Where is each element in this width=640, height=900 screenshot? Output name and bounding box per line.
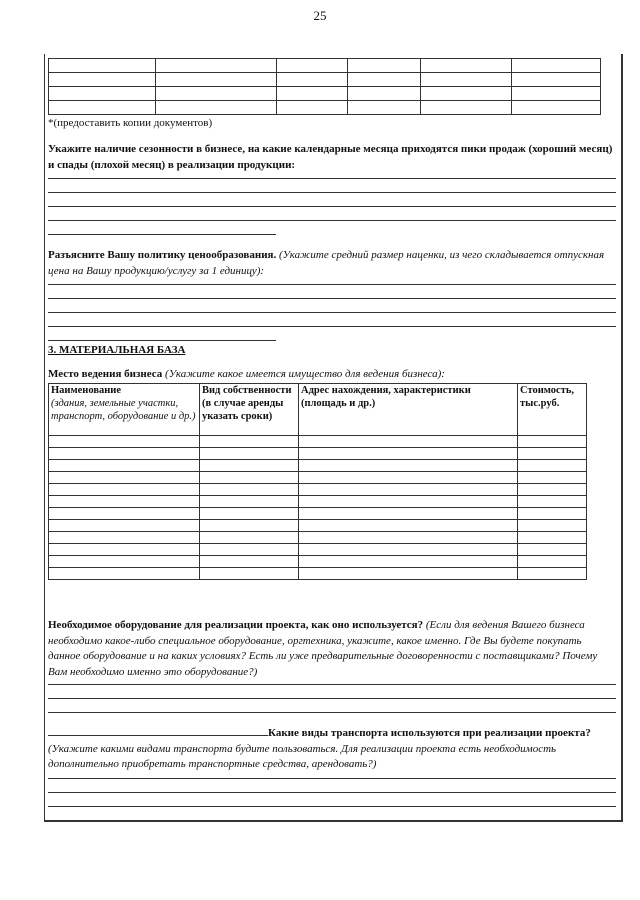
- answer-line[interactable]: [48, 684, 616, 685]
- table-row: [49, 448, 587, 460]
- table-cell[interactable]: [49, 73, 156, 87]
- answer-line[interactable]: [48, 778, 616, 779]
- location-question: [48, 367, 616, 383]
- table-cell[interactable]: [49, 460, 200, 472]
- answer-line[interactable]: [48, 712, 616, 713]
- table-cell[interactable]: [49, 544, 200, 556]
- table-cell[interactable]: [200, 520, 299, 532]
- table-cell[interactable]: [200, 448, 299, 460]
- table-cell[interactable]: [518, 484, 587, 496]
- answer-line[interactable]: [48, 806, 616, 807]
- transport-question: [48, 724, 616, 773]
- table-cell[interactable]: [277, 87, 348, 101]
- table-cell[interactable]: [200, 568, 299, 580]
- answer-line[interactable]: [48, 340, 276, 341]
- col-name-hint: (здания, земельные участки, транспорт, оборудование и др.): [51, 398, 196, 422]
- table-cell[interactable]: [49, 520, 200, 532]
- table-cell[interactable]: [277, 101, 348, 115]
- table-cell[interactable]: [299, 508, 518, 520]
- answer-line[interactable]: [48, 284, 616, 285]
- answer-line[interactable]: [48, 298, 616, 299]
- table-cell[interactable]: [299, 448, 518, 460]
- table-cell[interactable]: [200, 544, 299, 556]
- table-cell[interactable]: [299, 496, 518, 508]
- table-cell[interactable]: [518, 556, 587, 568]
- table-cell[interactable]: [49, 101, 156, 115]
- table-cell[interactable]: [348, 59, 421, 73]
- property-table: [48, 383, 587, 580]
- table-cell[interactable]: [518, 532, 587, 544]
- table-cell[interactable]: [299, 556, 518, 568]
- equipment-question-italic: (Если для ведения Вашего бизнеса необходимо какое-либо специальное оборудование, оргтехника, укажите, какое именно. Где Вы будете покупать данное оборудование и на каких условиях? Есть ли уже предварительные договоренности с поставщиками? Почему Вам необходимо именно это оборудование?): [48, 619, 598, 678]
- equipment-question: [48, 618, 616, 680]
- table-cell[interactable]: [200, 532, 299, 544]
- table-cell[interactable]: [156, 73, 277, 87]
- table-cell[interactable]: [200, 472, 299, 484]
- table-cell[interactable]: [299, 436, 518, 448]
- table-cell[interactable]: [49, 484, 200, 496]
- table-cell[interactable]: [518, 544, 587, 556]
- table-cell[interactable]: [421, 87, 512, 101]
- table-cell[interactable]: [299, 472, 518, 484]
- table-header-row: [49, 384, 587, 436]
- table-cell[interactable]: [299, 532, 518, 544]
- table-row: [49, 508, 587, 520]
- table-cell[interactable]: [49, 496, 200, 508]
- table-cell[interactable]: [200, 496, 299, 508]
- table-cell[interactable]: [421, 59, 512, 73]
- table-cell[interactable]: [49, 436, 200, 448]
- table-cell[interactable]: [49, 568, 200, 580]
- answer-line[interactable]: [48, 192, 616, 193]
- table-cell[interactable]: [200, 508, 299, 520]
- table-cell[interactable]: [421, 101, 512, 115]
- table-cell[interactable]: [200, 436, 299, 448]
- table-row: [49, 484, 587, 496]
- table-cell[interactable]: [518, 460, 587, 472]
- seasonality-question: Укажите наличие сезонности в бизнесе, на какие календарные месяца приходятся пики продаж (хороший месяц) и спады (плохой месяц) в реализации продукции:: [48, 143, 613, 171]
- table-cell[interactable]: [518, 448, 587, 460]
- transport-question-italic: (Укажите какими видами транспорта будите пользоваться. Для реализации проекта есть необходимость дополнительно приобретать транспортные средства, арендовать?): [48, 742, 557, 770]
- table-cell[interactable]: [200, 484, 299, 496]
- table-cell[interactable]: [156, 101, 277, 115]
- table-cell[interactable]: [518, 508, 587, 520]
- table-cell[interactable]: [348, 87, 421, 101]
- table-row: [49, 556, 587, 568]
- header-address: Адрес нахождения, характеристики (площадь и др.): [299, 384, 518, 436]
- header-name: [49, 384, 200, 436]
- answer-line[interactable]: [48, 792, 616, 793]
- table-cell[interactable]: [277, 73, 348, 87]
- fill-line[interactable]: [48, 724, 268, 736]
- page-number: 25: [313, 8, 327, 23]
- answer-line[interactable]: [48, 178, 616, 179]
- table-cell[interactable]: [156, 87, 277, 101]
- table-cell[interactable]: [518, 568, 587, 580]
- table-row: [49, 496, 587, 508]
- table-row: [49, 460, 587, 472]
- table-cell[interactable]: [512, 73, 601, 87]
- table-cell[interactable]: [49, 508, 200, 520]
- table-row: [49, 544, 587, 556]
- table-cell[interactable]: [156, 59, 277, 73]
- table-cell[interactable]: [200, 556, 299, 568]
- location-question-bold: Место ведения бизнеса: [48, 368, 163, 380]
- table-cell[interactable]: [299, 520, 518, 532]
- answer-line[interactable]: [48, 698, 616, 699]
- pricing-question-italic: (Укажите средний размер наценки, из чего складывается отпускная цена на Вашу продукцию/услугу за 1 единицу):: [48, 249, 605, 277]
- answer-line[interactable]: [48, 326, 616, 327]
- equipment-question-bold: Необходимое оборудование для реализации проекта, как оно используется?: [48, 619, 424, 631]
- answer-line[interactable]: [48, 312, 616, 313]
- table-cell[interactable]: [299, 484, 518, 496]
- table-row: [49, 520, 587, 532]
- continued-table: [48, 58, 601, 115]
- table-cell[interactable]: [299, 544, 518, 556]
- table-cell[interactable]: [512, 101, 601, 115]
- pricing-question-bold: Разъясните Вашу политику ценообразования.: [48, 249, 277, 261]
- table-row: [49, 568, 587, 580]
- table-cell[interactable]: [49, 532, 200, 544]
- location-question-italic: (Укажите какое имеется имущество для ведения бизнеса):: [165, 368, 445, 380]
- table-cell[interactable]: [348, 101, 421, 115]
- table-cell[interactable]: [49, 87, 156, 101]
- table-cell[interactable]: [277, 59, 348, 73]
- table-cell[interactable]: [512, 87, 601, 101]
- table-cell[interactable]: [299, 568, 518, 580]
- answer-line[interactable]: [48, 206, 616, 207]
- table-cell[interactable]: [299, 460, 518, 472]
- header-ownership: Вид собственности (в случае аренды указать сроки): [200, 384, 299, 436]
- table-row: [49, 472, 587, 484]
- copies-note: *(предоставить копии документов): [48, 117, 213, 129]
- table-cell[interactable]: [49, 556, 200, 568]
- table-cell[interactable]: [49, 59, 156, 73]
- table-cell[interactable]: [518, 436, 587, 448]
- answer-line[interactable]: [48, 234, 276, 235]
- table-cell[interactable]: [421, 73, 512, 87]
- section-heading: 3. МАТЕРИАЛЬНАЯ БАЗА: [48, 344, 186, 356]
- table-row: [49, 436, 587, 448]
- table-cell[interactable]: [49, 472, 200, 484]
- header-cost: Стоимость, тыс.руб.: [518, 384, 587, 436]
- table-cell[interactable]: [518, 496, 587, 508]
- table-cell[interactable]: [49, 448, 200, 460]
- table-cell[interactable]: [200, 460, 299, 472]
- table-cell[interactable]: [512, 59, 601, 73]
- table-cell[interactable]: [348, 73, 421, 87]
- table-cell[interactable]: [518, 472, 587, 484]
- answer-line[interactable]: [48, 220, 616, 221]
- table-row: [49, 532, 587, 544]
- col-name-title: Наименование: [51, 385, 121, 396]
- transport-question-bold: Какие виды транспорта используются при реализации проекта?: [268, 727, 591, 739]
- pricing-question: [48, 248, 616, 279]
- table-cell[interactable]: [518, 520, 587, 532]
